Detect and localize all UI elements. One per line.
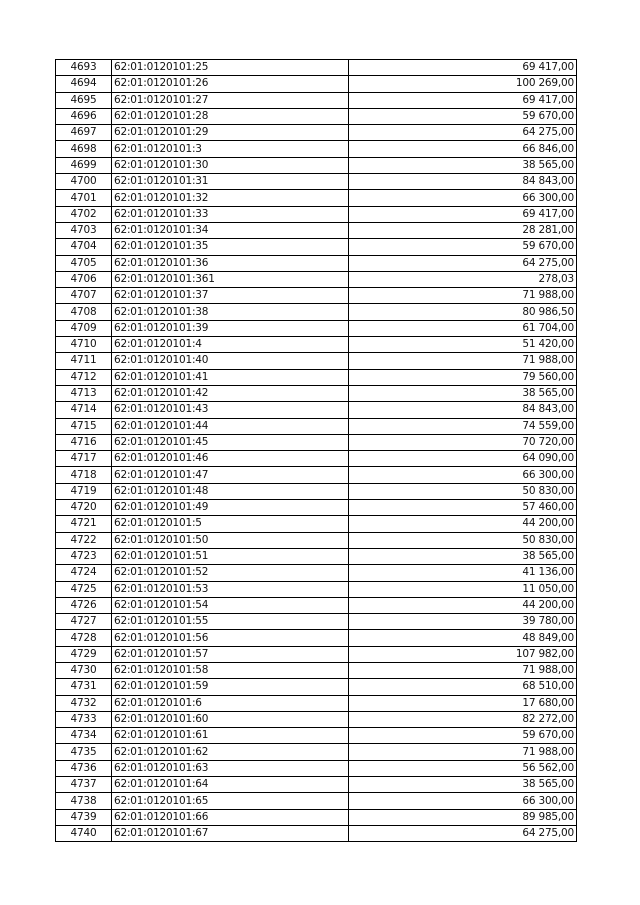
table-row [56, 793, 577, 809]
cadastral-number-cell: 62:01:0120101:65 [112, 793, 349, 809]
row-number-cell: 4696 [56, 108, 112, 124]
row-number-cell: 4716 [56, 434, 112, 450]
row-number-cell: 4739 [56, 809, 112, 825]
cadastral-value-cell: 38 565,00 [349, 385, 577, 401]
table-row [56, 402, 577, 418]
cadastral-number-cell: 62:01:0120101:5 [112, 516, 349, 532]
cadastral-value-cell: 64 090,00 [349, 451, 577, 467]
cadastral-value-cell: 84 843,00 [349, 174, 577, 190]
row-number-cell: 4736 [56, 760, 112, 776]
cadastral-value-cell: 61 704,00 [349, 320, 577, 336]
row-number-cell: 4713 [56, 385, 112, 401]
cadastral-value-cell: 56 562,00 [349, 760, 577, 776]
table-row [56, 92, 577, 108]
table-row [56, 222, 577, 238]
table-row [56, 288, 577, 304]
cadastral-value-cell: 59 670,00 [349, 108, 577, 124]
cadastral-value-cell: 89 985,00 [349, 809, 577, 825]
row-number-cell: 4740 [56, 825, 112, 841]
row-number-cell: 4721 [56, 516, 112, 532]
table-row [56, 369, 577, 385]
table-row [56, 174, 577, 190]
row-number-cell: 4735 [56, 744, 112, 760]
cadastral-value-cell: 66 846,00 [349, 141, 577, 157]
cadastral-value-cell: 48 849,00 [349, 630, 577, 646]
cadastral-number-cell: 62:01:0120101:46 [112, 451, 349, 467]
cadastral-value-cell: 59 670,00 [349, 728, 577, 744]
row-number-cell: 4698 [56, 141, 112, 157]
cadastral-value-cell: 28 281,00 [349, 222, 577, 238]
cadastral-number-cell: 62:01:0120101:38 [112, 304, 349, 320]
cadastral-number-cell: 62:01:0120101:55 [112, 614, 349, 630]
row-number-cell: 4732 [56, 695, 112, 711]
row-number-cell: 4734 [56, 728, 112, 744]
table-row [56, 451, 577, 467]
row-number-cell: 4728 [56, 630, 112, 646]
table-row [56, 581, 577, 597]
row-number-cell: 4694 [56, 76, 112, 92]
row-number-cell: 4723 [56, 548, 112, 564]
table-row [56, 744, 577, 760]
cadastral-value-cell: 100 269,00 [349, 76, 577, 92]
table-row [56, 500, 577, 516]
cadastral-number-cell: 62:01:0120101:33 [112, 206, 349, 222]
table-row [56, 304, 577, 320]
cadastral-number-cell: 62:01:0120101:25 [112, 60, 349, 76]
table-row [56, 483, 577, 499]
cadastral-number-cell: 62:01:0120101:26 [112, 76, 349, 92]
row-number-cell: 4720 [56, 500, 112, 516]
table-body [56, 60, 577, 842]
table-row [56, 516, 577, 532]
cadastral-value-cell: 66 300,00 [349, 793, 577, 809]
cadastral-number-cell: 62:01:0120101:57 [112, 646, 349, 662]
cadastral-number-cell: 62:01:0120101:44 [112, 418, 349, 434]
cadastral-number-cell: 62:01:0120101:45 [112, 434, 349, 450]
cadastral-number-cell: 62:01:0120101:31 [112, 174, 349, 190]
row-number-cell: 4708 [56, 304, 112, 320]
cadastral-number-cell: 62:01:0120101:32 [112, 190, 349, 206]
row-number-cell: 4711 [56, 353, 112, 369]
cadastral-value-cell: 79 560,00 [349, 369, 577, 385]
cadastral-value-cell: 64 275,00 [349, 255, 577, 271]
cadastral-number-cell: 62:01:0120101:361 [112, 271, 349, 287]
table-row [56, 157, 577, 173]
cadastral-value-cell: 44 200,00 [349, 516, 577, 532]
table-row [56, 239, 577, 255]
row-number-cell: 4709 [56, 320, 112, 336]
cadastral-number-cell: 62:01:0120101:51 [112, 548, 349, 564]
table-row [56, 60, 577, 76]
row-number-cell: 4724 [56, 565, 112, 581]
table-row [56, 825, 577, 841]
row-number-cell: 4719 [56, 483, 112, 499]
cadastral-value-cell: 84 843,00 [349, 402, 577, 418]
cadastral-number-cell: 62:01:0120101:4 [112, 337, 349, 353]
cadastral-number-cell: 62:01:0120101:58 [112, 662, 349, 678]
table-row [56, 760, 577, 776]
table-row [56, 76, 577, 92]
cadastral-number-cell: 62:01:0120101:42 [112, 385, 349, 401]
table-row [56, 190, 577, 206]
cadastral-number-cell: 62:01:0120101:60 [112, 711, 349, 727]
table-row [56, 679, 577, 695]
cadastral-number-cell: 62:01:0120101:62 [112, 744, 349, 760]
row-number-cell: 4703 [56, 222, 112, 238]
cadastral-value-cell: 69 417,00 [349, 92, 577, 108]
row-number-cell: 4712 [56, 369, 112, 385]
cadastral-value-cell: 68 510,00 [349, 679, 577, 695]
cadastral-number-cell: 62:01:0120101:30 [112, 157, 349, 173]
cadastral-value-cell: 38 565,00 [349, 777, 577, 793]
table-row [56, 662, 577, 678]
table-row [56, 614, 577, 630]
row-number-cell: 4704 [56, 239, 112, 255]
cadastral-number-cell: 62:01:0120101:63 [112, 760, 349, 776]
cadastral-value-cell: 64 275,00 [349, 825, 577, 841]
cadastral-number-cell: 62:01:0120101:3 [112, 141, 349, 157]
cadastral-number-cell: 62:01:0120101:41 [112, 369, 349, 385]
cadastral-value-cell: 69 417,00 [349, 206, 577, 222]
table-row [56, 434, 577, 450]
cadastral-value-cell: 64 275,00 [349, 125, 577, 141]
cadastral-number-cell: 62:01:0120101:66 [112, 809, 349, 825]
cadastral-value-cell: 66 300,00 [349, 190, 577, 206]
row-number-cell: 4731 [56, 679, 112, 695]
table-row [56, 385, 577, 401]
cadastral-number-cell: 62:01:0120101:40 [112, 353, 349, 369]
cadastral-number-cell: 62:01:0120101:28 [112, 108, 349, 124]
table-row [56, 206, 577, 222]
cadastral-value-cell: 50 830,00 [349, 483, 577, 499]
cadastral-number-cell: 62:01:0120101:59 [112, 679, 349, 695]
cadastral-number-cell: 62:01:0120101:52 [112, 565, 349, 581]
table-row [56, 695, 577, 711]
row-number-cell: 4729 [56, 646, 112, 662]
table-row [56, 548, 577, 564]
row-number-cell: 4737 [56, 777, 112, 793]
cadastral-value-cell: 59 670,00 [349, 239, 577, 255]
table-row [56, 630, 577, 646]
row-number-cell: 4727 [56, 614, 112, 630]
row-number-cell: 4700 [56, 174, 112, 190]
cadastral-value-cell: 71 988,00 [349, 662, 577, 678]
cadastral-number-cell: 62:01:0120101:53 [112, 581, 349, 597]
row-number-cell: 4710 [56, 337, 112, 353]
cadastral-value-cell: 11 050,00 [349, 581, 577, 597]
cadastral-value-cell: 51 420,00 [349, 337, 577, 353]
table-row [56, 418, 577, 434]
cadastral-number-cell: 62:01:0120101:49 [112, 500, 349, 516]
row-number-cell: 4695 [56, 92, 112, 108]
cadastral-value-cell: 107 982,00 [349, 646, 577, 662]
cadastral-value-cell: 17 680,00 [349, 695, 577, 711]
row-number-cell: 4717 [56, 451, 112, 467]
row-number-cell: 4702 [56, 206, 112, 222]
cadastral-number-cell: 62:01:0120101:48 [112, 483, 349, 499]
row-number-cell: 4726 [56, 597, 112, 613]
cadastral-number-cell: 62:01:0120101:50 [112, 532, 349, 548]
table-row [56, 646, 577, 662]
cadastral-value-cell: 71 988,00 [349, 744, 577, 760]
cadastral-number-cell: 62:01:0120101:64 [112, 777, 349, 793]
row-number-cell: 4718 [56, 467, 112, 483]
row-number-cell: 4733 [56, 711, 112, 727]
cadastral-number-cell: 62:01:0120101:34 [112, 222, 349, 238]
cadastral-value-cell: 50 830,00 [349, 532, 577, 548]
row-number-cell: 4714 [56, 402, 112, 418]
table-row [56, 532, 577, 548]
cadastral-value-cell: 69 417,00 [349, 60, 577, 76]
cadastral-number-cell: 62:01:0120101:43 [112, 402, 349, 418]
table-row [56, 125, 577, 141]
cadastral-value-cell: 70 720,00 [349, 434, 577, 450]
cadastral-number-cell: 62:01:0120101:37 [112, 288, 349, 304]
table-row [56, 777, 577, 793]
cadastral-number-cell: 62:01:0120101:56 [112, 630, 349, 646]
row-number-cell: 4693 [56, 60, 112, 76]
cadastral-number-cell: 62:01:0120101:29 [112, 125, 349, 141]
row-number-cell: 4715 [56, 418, 112, 434]
row-number-cell: 4699 [56, 157, 112, 173]
cadastral-value-table [55, 59, 577, 842]
cadastral-number-cell: 62:01:0120101:54 [112, 597, 349, 613]
cadastral-number-cell: 62:01:0120101:39 [112, 320, 349, 336]
cadastral-number-cell: 62:01:0120101:27 [112, 92, 349, 108]
cadastral-value-cell: 71 988,00 [349, 288, 577, 304]
cadastral-number-cell: 62:01:0120101:35 [112, 239, 349, 255]
cadastral-value-cell: 74 559,00 [349, 418, 577, 434]
cadastral-value-cell: 57 460,00 [349, 500, 577, 516]
document-page [55, 59, 577, 842]
row-number-cell: 4730 [56, 662, 112, 678]
cadastral-value-cell: 71 988,00 [349, 353, 577, 369]
table-row [56, 711, 577, 727]
cadastral-number-cell: 62:01:0120101:36 [112, 255, 349, 271]
table-row [56, 467, 577, 483]
row-number-cell: 4701 [56, 190, 112, 206]
row-number-cell: 4707 [56, 288, 112, 304]
cadastral-value-cell: 41 136,00 [349, 565, 577, 581]
table-row [56, 255, 577, 271]
table-row [56, 353, 577, 369]
table-row [56, 320, 577, 336]
cadastral-value-cell: 80 986,50 [349, 304, 577, 320]
row-number-cell: 4722 [56, 532, 112, 548]
cadastral-value-cell: 44 200,00 [349, 597, 577, 613]
cadastral-number-cell: 62:01:0120101:67 [112, 825, 349, 841]
cadastral-value-cell: 82 272,00 [349, 711, 577, 727]
cadastral-number-cell: 62:01:0120101:6 [112, 695, 349, 711]
table-row [56, 728, 577, 744]
table-row [56, 565, 577, 581]
table-row [56, 597, 577, 613]
cadastral-value-cell: 278,03 [349, 271, 577, 287]
table-row [56, 337, 577, 353]
cadastral-value-cell: 38 565,00 [349, 157, 577, 173]
row-number-cell: 4705 [56, 255, 112, 271]
cadastral-number-cell: 62:01:0120101:61 [112, 728, 349, 744]
table-row [56, 108, 577, 124]
cadastral-value-cell: 39 780,00 [349, 614, 577, 630]
cadastral-value-cell: 66 300,00 [349, 467, 577, 483]
cadastral-number-cell: 62:01:0120101:47 [112, 467, 349, 483]
row-number-cell: 4706 [56, 271, 112, 287]
table-row [56, 141, 577, 157]
table-row [56, 809, 577, 825]
row-number-cell: 4725 [56, 581, 112, 597]
row-number-cell: 4697 [56, 125, 112, 141]
table-row [56, 271, 577, 287]
cadastral-value-cell: 38 565,00 [349, 548, 577, 564]
row-number-cell: 4738 [56, 793, 112, 809]
